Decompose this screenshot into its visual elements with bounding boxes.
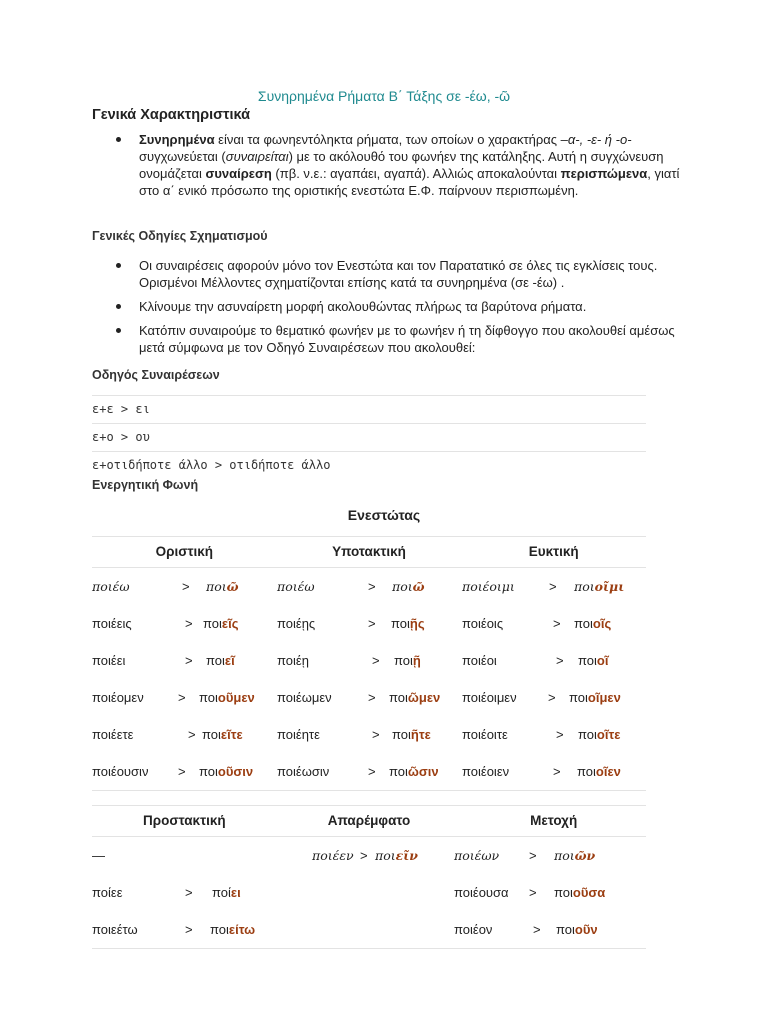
- moods-table: [92, 805, 646, 949]
- contracted-stem: ποι: [554, 848, 575, 863]
- guide-rule: ε+ε > ει: [92, 395, 646, 424]
- voice-heading: Ενεργητική Φωνή: [92, 478, 199, 492]
- contracted-ending: οῖς: [592, 616, 612, 631]
- contracted-ending: ῶσιν: [407, 764, 439, 779]
- contracted-ending: ῶ: [226, 579, 239, 594]
- arrow-symbol: >: [368, 579, 376, 594]
- text-span: συγχωνεύεται (: [139, 149, 226, 164]
- contracted-stem: ποι: [554, 885, 573, 900]
- contracted-stem: ποι: [569, 690, 588, 705]
- contracted-stem: ποι: [202, 727, 221, 742]
- contracted-ending: ῆτε: [410, 727, 431, 742]
- text-span: (πβ. ν.ε.: αγαπάει, αγαπά). Αλλιώς αποκαλούνται: [271, 166, 561, 181]
- uncontracted-form: ποιέεν: [312, 848, 354, 863]
- text-span: είναι τα φωνηεντόληκτα ρήματα, των οποίων ο χαρακτήρας: [214, 132, 561, 147]
- contracted-ending: οῖμεν: [587, 690, 621, 705]
- arrow-symbol: >: [529, 848, 537, 863]
- contracted-form: [199, 679, 255, 716]
- present-conjugation-table: [92, 536, 646, 791]
- bullet-icon: [116, 263, 121, 268]
- contracted-stem: ποι: [574, 616, 593, 631]
- uncontracted-form: ποιεέτω: [92, 922, 138, 937]
- uncontracted-form: ποιέωμεν: [277, 690, 332, 705]
- instructions-bullet-list: [92, 257, 682, 363]
- list-item-text: Κλίνουμε την ασυναίρετη μορφή ακολουθώντας πλήρως τα βαρύτονα ρήματα.: [139, 299, 587, 314]
- contracted-form: [202, 716, 243, 753]
- contracted-form: [578, 642, 608, 679]
- table-header-row: [92, 805, 646, 837]
- contracted-stem: ποι: [392, 727, 411, 742]
- contracted-form: [389, 679, 440, 716]
- contracted-ending: οῦμεν: [217, 690, 255, 705]
- uncontracted-form: ποιέοιεν: [462, 764, 510, 779]
- contracted-ending: ῶμεν: [407, 690, 441, 705]
- contracted-stem: ποι: [375, 848, 396, 863]
- table-row: [92, 911, 646, 949]
- arrow-symbol: >: [553, 764, 561, 779]
- uncontracted-form: ποιέωσιν: [277, 764, 330, 779]
- contracted-form: [389, 753, 439, 790]
- arrow-symbol: >: [360, 848, 368, 863]
- guide-rule: ε+οτιδήποτε άλλο > οτιδήποτε άλλο: [92, 458, 331, 472]
- contracted-ending: ει: [230, 885, 241, 900]
- term-bold: Συνηρημένα: [139, 132, 215, 147]
- table-header-row: [92, 536, 646, 568]
- contracted-stem: ποι: [206, 653, 225, 668]
- uncontracted-form: ποιέετε: [92, 727, 134, 742]
- uncontracted-form: ποιέει: [92, 653, 126, 668]
- uncontracted-form: ποιέων: [454, 848, 500, 863]
- list-item-text: Οι συναιρέσεις αφορούν μόνο τον Ενεστώτα και τον Παρατατικό σε όλες τις εγκλίσεις τους. Ορισμένοι Μέλλοντες σχηματίζονται επίσης κατά τα συνηρημένα (σε -έω) .: [139, 258, 658, 290]
- table-row: [92, 874, 646, 911]
- contracted-ending: οῖτε: [596, 727, 621, 742]
- contracted-stem: ποι: [394, 653, 413, 668]
- contracted-ending: είτω: [228, 922, 256, 937]
- column-header: Προστακτική: [143, 813, 226, 828]
- arrow-symbol: >: [188, 727, 196, 742]
- contracted-ending: εῖτε: [220, 727, 243, 742]
- bullet-icon: [116, 304, 121, 309]
- arrow-symbol: >: [368, 616, 376, 631]
- list-item: [92, 322, 682, 356]
- text-span: ) με το ακόλουθό του φωνήεν της κατάληξης. Αυτή η συγχώνευση ονομάζεται: [139, 149, 664, 181]
- contracted-ending: οῖμι: [594, 579, 625, 594]
- text-italic: –α-, -ε- ή -ο-: [560, 132, 632, 147]
- section-heading-guide: Οδηγός Συναιρέσεων: [92, 368, 220, 382]
- list-item: [92, 298, 682, 315]
- bullet-icon: [116, 328, 121, 333]
- arrow-symbol: >: [185, 653, 193, 668]
- contracted-ending: ῶν: [574, 848, 596, 863]
- contracted-ending: οῦσα: [572, 885, 606, 900]
- contracted-stem: ποι: [206, 579, 227, 594]
- contracted-form: [554, 837, 595, 874]
- contracted-form: [574, 568, 624, 605]
- arrow-symbol: >: [368, 690, 376, 705]
- contracted-ending: ῇς: [409, 616, 425, 631]
- contracted-stem: ποι: [578, 653, 597, 668]
- table-row: [92, 753, 646, 791]
- list-item: [92, 131, 682, 199]
- contracted-form: [212, 874, 241, 911]
- contracted-form: [556, 911, 598, 948]
- contracted-ending: εῖ: [224, 653, 235, 668]
- uncontracted-form: ποιέῃ: [277, 653, 309, 668]
- column-header: Απαρέμφατο: [327, 813, 411, 828]
- contracted-stem: ποι: [574, 579, 595, 594]
- arrow-symbol: >: [178, 764, 186, 779]
- term-bold: συναίρεση: [205, 166, 272, 181]
- guide-rule: ε+ο > ου: [92, 424, 646, 452]
- list-item: [92, 257, 682, 291]
- contracted-stem: ποι: [389, 764, 408, 779]
- contracted-stem: ποι: [392, 579, 413, 594]
- arrow-symbol: >: [368, 764, 376, 779]
- uncontracted-form: ποιέῃς: [277, 616, 316, 631]
- table-row: [92, 642, 646, 679]
- term-bold: περισπώμενα: [560, 166, 648, 181]
- arrow-symbol: >: [185, 922, 193, 937]
- table-row: [92, 568, 646, 605]
- uncontracted-form: ποιέοιμεν: [462, 690, 517, 705]
- contracted-ending: οῖεν: [595, 764, 621, 779]
- contracted-form: [375, 837, 418, 874]
- arrow-symbol: >: [556, 727, 564, 742]
- arrow-symbol: >: [185, 885, 193, 900]
- uncontracted-form: ποιέω: [277, 579, 315, 594]
- bullet-icon: [116, 137, 121, 142]
- general-bullet-list: [92, 131, 682, 206]
- contracted-form: [577, 753, 621, 790]
- text-italic: συναιρείται: [225, 149, 289, 164]
- arrow-symbol: >: [372, 653, 380, 668]
- uncontracted-form: ποιέουσιν: [92, 764, 149, 779]
- contraction-guide: [92, 395, 646, 479]
- contracted-form: [203, 605, 238, 642]
- contracted-ending: οῦν: [574, 922, 598, 937]
- contracted-stem: ποι: [577, 764, 596, 779]
- uncontracted-form: ποιέοις: [462, 616, 504, 631]
- contracted-form: [578, 716, 620, 753]
- arrow-symbol: >: [553, 616, 561, 631]
- contracted-stem: ποί: [212, 885, 231, 900]
- contracted-stem: ποι: [199, 764, 218, 779]
- contracted-form: [392, 716, 431, 753]
- arrow-symbol: >: [549, 579, 557, 594]
- uncontracted-form: ποιέεις: [92, 616, 132, 631]
- column-header: Μετοχή: [530, 813, 578, 828]
- table-row: [92, 679, 646, 716]
- uncontracted-form: ποιέοι: [462, 653, 497, 668]
- column-header: Οριστική: [155, 544, 214, 559]
- contracted-stem: ποι: [578, 727, 597, 742]
- page-title: Συνηρημένα Ρήματα Β΄ Τάξης σε -έω, -ῶ: [257, 88, 511, 104]
- contracted-form: [574, 605, 611, 642]
- uncontracted-form: ποιέω: [92, 579, 130, 594]
- contracted-form: [199, 753, 253, 790]
- contracted-ending: οῖ: [596, 653, 609, 668]
- arrow-symbol: >: [533, 922, 541, 937]
- uncontracted-form: ποίεε: [92, 885, 123, 900]
- contracted-form: [392, 568, 425, 605]
- contracted-form: [206, 568, 239, 605]
- column-header: Ευκτική: [528, 544, 579, 559]
- contracted-stem: ποι: [391, 616, 410, 631]
- contracted-form: [210, 911, 255, 948]
- empty-dash: —: [92, 848, 105, 863]
- uncontracted-form: ποιέομεν: [92, 690, 144, 705]
- uncontracted-form: ποιέητε: [277, 727, 320, 742]
- uncontracted-form: ποιέοιμι: [462, 579, 515, 594]
- table-body: [92, 837, 646, 949]
- present-tense-heading: Ενεστώτας: [347, 507, 421, 523]
- list-item-text: Κατόπιν συναιρούμε το θεματικό φωνήεν με το φωνήεν ή τη δίφθογγο που ακολουθεί αμέσως μετά σύμφωνα με τον Οδηγό Συναιρέσεων που ακολουθεί:: [139, 323, 675, 355]
- arrow-symbol: >: [548, 690, 556, 705]
- contracted-form: [391, 605, 425, 642]
- section-heading-instructions: Γενικές Οδηγίες Σχηματισμού: [92, 229, 268, 243]
- contracted-form: [394, 642, 421, 679]
- contracted-stem: ποι: [556, 922, 575, 937]
- contracted-form: [569, 679, 621, 716]
- arrow-symbol: >: [185, 616, 193, 631]
- contracted-form: [206, 642, 235, 679]
- contracted-ending: οῦσιν: [217, 764, 254, 779]
- table-row: [92, 716, 646, 753]
- contracted-stem: ποι: [389, 690, 408, 705]
- contracted-stem: ποι: [199, 690, 218, 705]
- section-heading-general: Γενικά Χαρακτηριστικά: [92, 107, 251, 123]
- contracted-stem: ποι: [203, 616, 222, 631]
- text-span: , γιατί στο α΄ ενικό πρόσωπο της οριστικής ενεστώτα Ε.Φ. παίρνουν περισπωμένη.: [139, 166, 680, 198]
- contracted-stem: ποι: [210, 922, 229, 937]
- contracted-ending: ῶ: [412, 579, 425, 594]
- arrow-symbol: >: [556, 653, 564, 668]
- table-body: [92, 568, 646, 791]
- contracted-form: [554, 874, 605, 911]
- contracted-ending: εῖν: [395, 848, 418, 863]
- column-header: Υποτακτική: [332, 544, 406, 559]
- table-row: [92, 605, 646, 642]
- contracted-ending: εῖς: [221, 616, 239, 631]
- contracted-ending: ῇ: [412, 653, 421, 668]
- table-row: [92, 837, 646, 874]
- arrow-symbol: >: [529, 885, 537, 900]
- arrow-symbol: >: [372, 727, 380, 742]
- uncontracted-form: ποιέον: [454, 922, 493, 937]
- arrow-symbol: >: [178, 690, 186, 705]
- uncontracted-form: ποιέουσα: [454, 885, 509, 900]
- arrow-symbol: >: [182, 579, 190, 594]
- uncontracted-form: ποιέοιτε: [462, 727, 508, 742]
